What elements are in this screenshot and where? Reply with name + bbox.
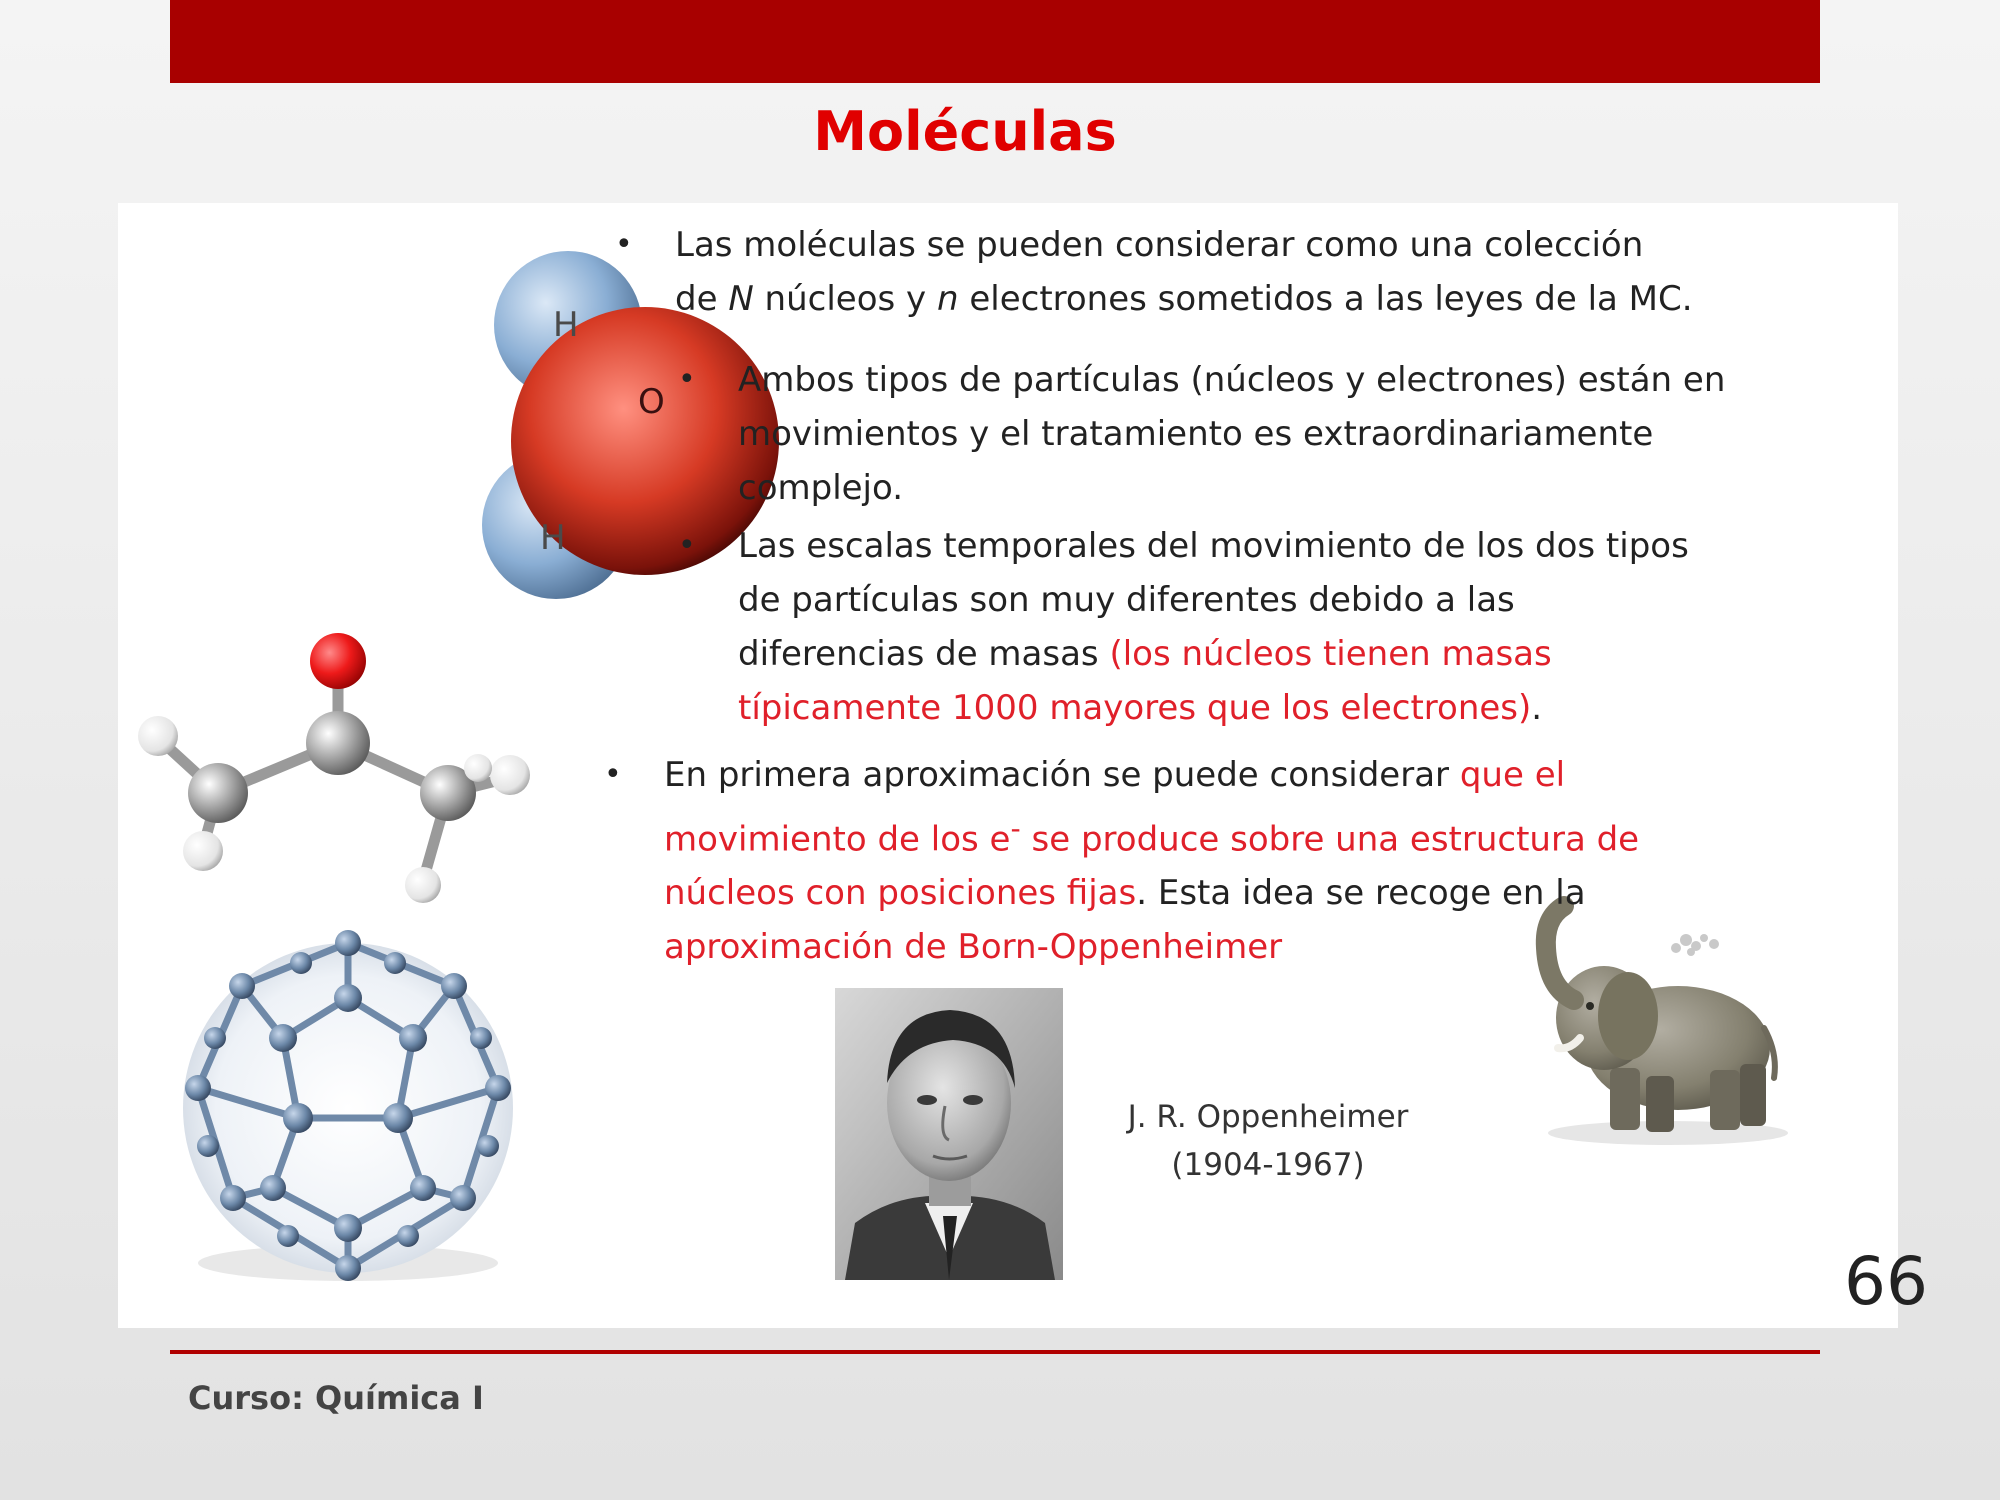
top-banner <box>170 0 1820 83</box>
hydrogen-label-top: H <box>553 305 579 345</box>
oxygen-label: O <box>638 382 665 422</box>
portrait-years: (1904-1967) <box>1171 1147 1365 1183</box>
bullet-list <box>118 203 1898 1328</box>
bullet-dot: • <box>604 757 622 792</box>
bullet-dot: • <box>678 362 696 397</box>
bullet-2: En primera aproximación se puede considerar que el movimiento de los e- se produce sobre una estructura de núcleos con posiciones fijas. Esta idea se recoge en la aproximación de Born-Oppenheimer <box>664 755 1640 968</box>
bullet-1: Las moléculas se pueden considerar como una colección de N núcleos y n electrones sometidos a las leyes de la MC. <box>675 225 1693 319</box>
symbol-n: n <box>936 279 959 319</box>
portrait-name: J. R. Oppenheimer <box>1127 1099 1409 1135</box>
bullet-dot: • <box>615 227 633 262</box>
bullet-1a: Ambos tipos de partículas (núcleos y electrones) están en movimientos y el tratamiento es extraordinariamente complejo. <box>738 360 1726 508</box>
hydrogen-label-bottom: H <box>540 518 566 558</box>
bullet-1b: Las escalas temporales del movimiento de los dos tipos de partículas son muy diferentes debido a las diferencias de masas (los núcleos tienen masas típicamente 1000 mayores que los electrones). <box>738 526 1689 728</box>
bullet-dot: • <box>678 528 696 563</box>
footer-course-label: Curso: Química I <box>188 1379 484 1417</box>
bullet-1-line-1: Las moléculas se pueden considerar como una colección <box>675 225 1644 265</box>
page-number: 66 <box>1844 1243 1928 1320</box>
content-panel <box>118 203 1928 1328</box>
footer-divider <box>170 1350 1820 1354</box>
symbol-N: N <box>728 279 754 319</box>
slide-title: Moléculas <box>813 100 1117 163</box>
